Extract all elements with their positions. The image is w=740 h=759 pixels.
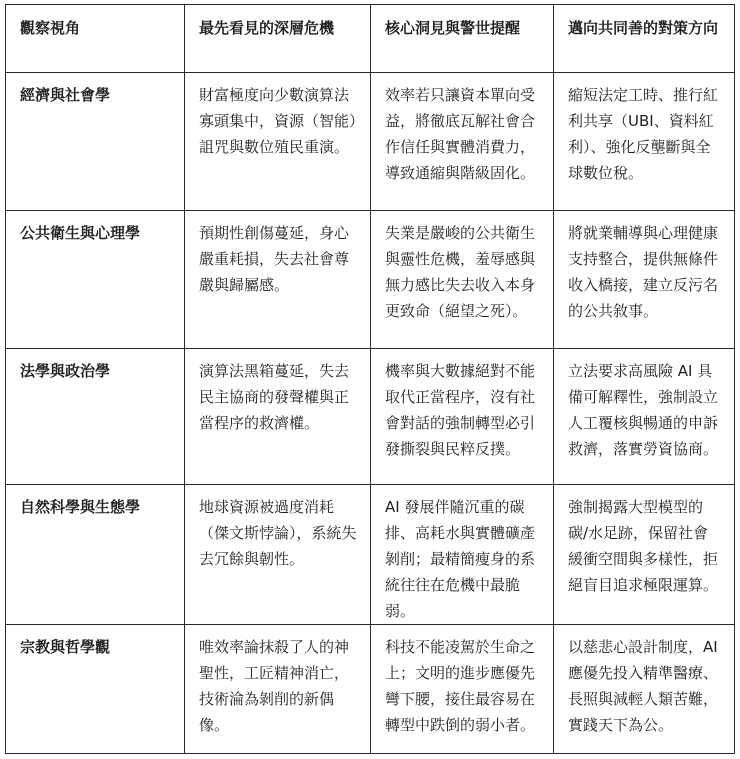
table-row [6,485,735,625]
table-row [6,211,735,349]
header-insight: 核心洞見與警世提醒 [371,5,554,73]
insight-cell: AI 發展伴隨沉重的碳排、高耗水與實體礦產剝削；最精簡瘦身的系統往往在危機中最脆弱。 [371,485,554,625]
crisis-cell: 地球資源被過度消耗（傑文斯悖論），系統失去冗餘與韌性。 [185,485,371,625]
header-row [6,5,735,73]
comparison-table [5,4,735,754]
header-crisis: 最先看見的深層危機 [185,5,371,73]
table-row [6,349,735,485]
header-perspective: 觀察視角 [6,5,185,73]
crisis-cell: 演算法黑箱蔓延，失去民主協商的發聲權與正當程序的救濟權。 [185,349,371,485]
table-header [6,5,735,73]
strategy-cell: 將就業輔導與心理健康支持整合，提供無條件收入橋接，建立反污名的公共敘事。 [554,211,735,349]
strategy-cell: 以慈悲心設計制度，AI 應優先投入精準醫療、長照與減輕人類苦難，實踐天下為公。 [554,625,735,754]
table-row [6,625,735,754]
table-row [6,73,735,211]
strategy-cell: 強制揭露大型模型的碳/水足跡，保留社會緩衝空間與多樣性，拒絕盲目追求極限運算。 [554,485,735,625]
strategy-cell: 縮短法定工時、推行紅利共享（UBI、資料紅利）、強化反壟斷與全球數位稅。 [554,73,735,211]
crisis-cell: 財富極度向少數演算法寡頭集中，資源（智能）詛咒與數位殖民重演。 [185,73,371,211]
insight-cell: 失業是嚴峻的公共衛生與靈性危機，羞辱感與無力感比失去收入本身更致命（絕望之死）。 [371,211,554,349]
strategy-cell: 立法要求高風險 AI 具備可解釋性，強制設立人工覆核與暢通的申訴救濟，落實勞資協商。 [554,349,735,485]
perspective-cell: 法學與政治學 [6,349,185,485]
insight-cell: 效率若只讓資本單向受益，將徹底瓦解社會合作信任與實體消費力，導致通縮與階級固化。 [371,73,554,211]
perspective-cell: 自然科學與生態學 [6,485,185,625]
header-strategy: 邁向共同善的對策方向 [554,5,735,73]
perspective-cell: 經濟與社會學 [6,73,185,211]
perspective-cell: 宗教與哲學觀 [6,625,185,754]
insight-cell: 科技不能凌駕於生命之上；文明的進步應優先彎下腰，接住最容易在轉型中跌倒的弱小者。 [371,625,554,754]
crisis-cell: 唯效率論抹殺了人的神聖性，工匠精神消亡，技術淪為剝削的新偶像。 [185,625,371,754]
table-body [6,73,735,754]
crisis-cell: 預期性創傷蔓延，身心嚴重耗損，失去社會尊嚴與歸屬感。 [185,211,371,349]
perspective-cell: 公共衛生與心理學 [6,211,185,349]
insight-cell: 機率與大數據絕對不能取代正當程序，沒有社會對話的強制轉型必引發撕裂與民粹反撲。 [371,349,554,485]
